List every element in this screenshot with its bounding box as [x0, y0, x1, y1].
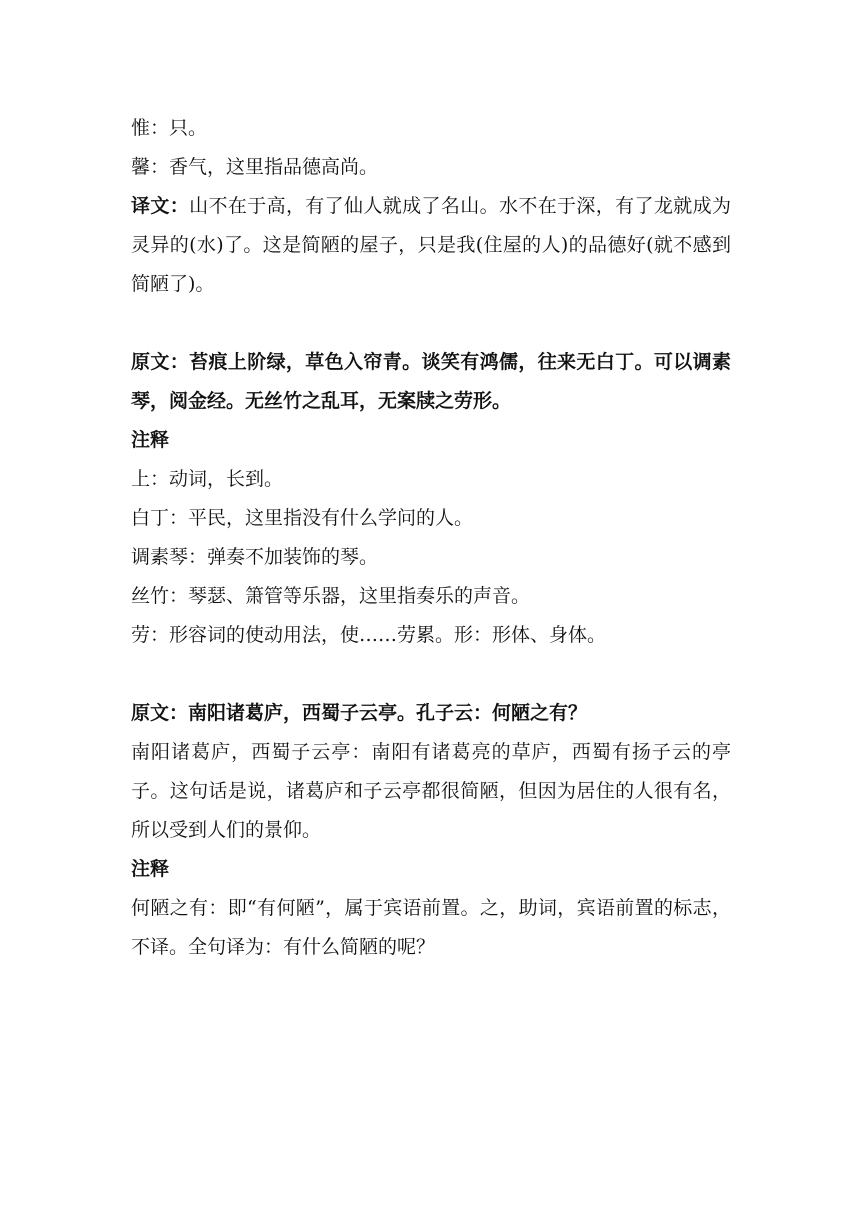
translation-paragraph — [131, 187, 731, 304]
note-line: 劳：形容词的使动用法，使……劳累。形：形体、身体。 — [131, 624, 607, 646]
note-paragraph: 何陋之有：即“有何陋”，属于宾语前置。之，助词，宾语前置的标志，不译。全句译为：有什么简陋的呢？ — [131, 897, 731, 958]
translation-label: 译文： — [131, 195, 190, 217]
original-text-2: 原文：苔痕上阶绿，草色入帘青。谈笑有鸿儒，往来无白丁。可以调素琴，阅金经。无丝竹之乱耳，无案牍之劳形。 — [131, 351, 731, 412]
document-page — [131, 109, 731, 967]
notes-heading-3: 注释 — [131, 858, 170, 880]
note-line: 丝竹：琴瑟、箫管等乐器，这里指奏乐的声音。 — [131, 585, 531, 607]
original-text-3: 原文：南阳诸葛庐，西蜀子云亭。孔子云：何陋之有？ — [131, 702, 588, 724]
spacer — [131, 304, 731, 343]
note-line: 上：动词，长到。 — [131, 468, 284, 490]
explanation-paragraph: 南阳诸葛庐，西蜀子云亭：南阳有诸葛亮的草庐，西蜀有扬子云的亭子。这句话是说，诸葛庐和子云亭都很简陋，但因为居住的人很有名，所以受到人们的景仰。 — [131, 741, 731, 841]
note-line: 调素琴：弹奏不加装饰的琴。 — [131, 546, 379, 568]
notes-heading-2: 注释 — [131, 429, 170, 451]
spacer — [131, 655, 731, 694]
note-line: 惟：只。 — [131, 117, 208, 139]
translation-text: 山不在于高，有了仙人就成了名山。水不在于深，有了龙就成为灵异的(水)了。这是简陋的屋子，只是我(住屋的人)的品德好(就不感到简陋了)。 — [131, 195, 731, 295]
note-line: 馨：香气，这里指品德高尚。 — [131, 156, 379, 178]
note-line: 白丁：平民，这里指没有什么学问的人。 — [131, 507, 474, 529]
